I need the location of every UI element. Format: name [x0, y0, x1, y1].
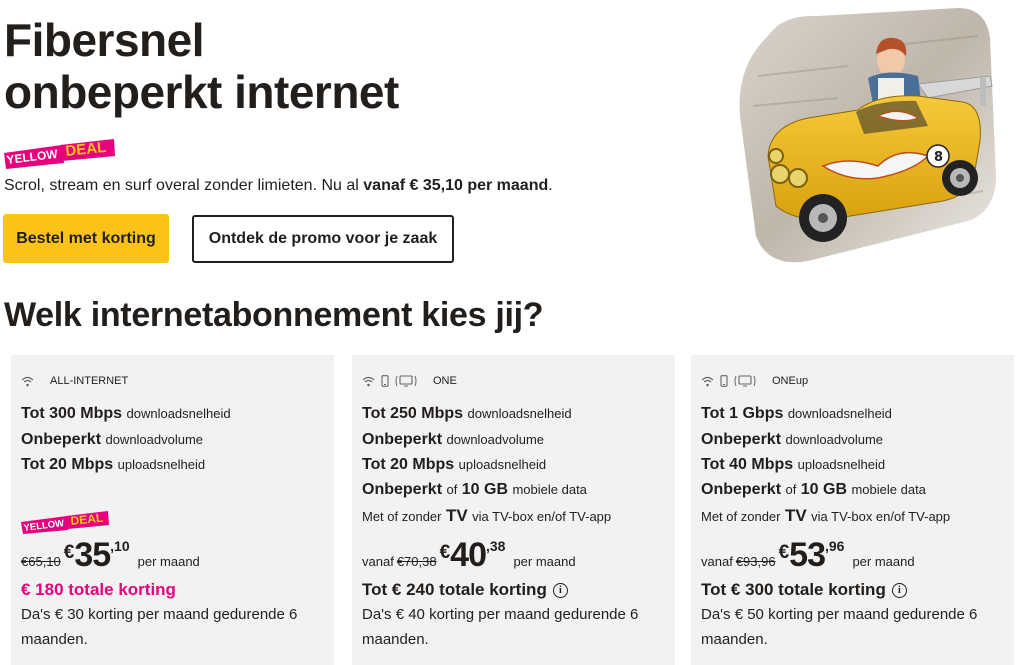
feature-label: downloadsnelheid — [126, 406, 231, 421]
feature-download-volume — [362, 431, 544, 449]
old-price: €93,96 — [735, 554, 776, 569]
feature-upload-speed — [362, 456, 546, 474]
phone-icon — [720, 375, 728, 387]
per-month: per maand — [852, 554, 915, 569]
feature-value: Onbeperkt — [701, 481, 782, 498]
yellow-deal-badge-deal: DEAL — [69, 511, 104, 528]
price — [701, 536, 915, 575]
feature-download-speed — [701, 405, 892, 423]
plan-header — [362, 375, 457, 387]
plan-card-one[interactable] — [352, 355, 675, 665]
svg-text:8: 8 — [934, 150, 944, 165]
feature-mobile-data — [362, 481, 587, 499]
tv-icon — [734, 375, 756, 387]
plan-name: ONE — [433, 375, 457, 387]
feature-value: Onbeperkt — [701, 431, 782, 448]
feature-label: uploadsnelheid — [117, 457, 206, 472]
total-discount-text: Tot € 300 totale korting — [701, 580, 886, 599]
yellow-deal-badge-deal: DEAL — [64, 139, 108, 160]
feature-value: 10 GB — [461, 481, 509, 498]
feature-value: Onbeperkt — [362, 481, 443, 498]
discount-description: Da's € 40 korting per maand gedurende 6 maanden. — [362, 606, 639, 648]
feature-label: Met of zonder — [701, 509, 781, 524]
yellow-deal-badge — [20, 511, 110, 534]
feature-label: downloadvolume — [785, 432, 884, 447]
feature-value: Tot 20 Mbps — [21, 456, 114, 473]
feature-value: Tot 1 Gbps — [701, 405, 784, 422]
price-integer: 35 — [74, 536, 111, 574]
feature-value: TV — [445, 506, 468, 525]
info-icon[interactable]: i — [892, 583, 907, 598]
feature-tv — [362, 506, 611, 526]
feature-download-volume — [701, 431, 883, 449]
wifi-icon — [701, 376, 714, 387]
hero-title-line-1: Fibersnel — [4, 14, 205, 66]
wifi-icon — [362, 376, 375, 387]
feature-label: Met of zonder — [362, 509, 442, 524]
feature-download-speed — [362, 405, 572, 423]
old-price: €70,38 — [396, 554, 437, 569]
feature-value: Onbeperkt — [21, 431, 102, 448]
total-discount — [362, 580, 568, 600]
discount-description: Da's € 50 korting per maand gedurende 6 maanden. — [701, 606, 978, 648]
plan-name: ONEup — [772, 375, 809, 387]
plan-name: ALL-INTERNET — [50, 375, 129, 387]
feature-upload-speed — [21, 456, 205, 474]
discount-description: Da's € 30 korting per maand gedurende 6 maanden. — [21, 606, 298, 648]
feature-label: downloadvolume — [446, 432, 545, 447]
per-month: per maand — [513, 554, 576, 569]
feature-value: Tot 20 Mbps — [362, 456, 455, 473]
old-price: €65,10 — [21, 554, 61, 569]
plan-card-all-internet[interactable] — [11, 355, 334, 665]
feature-label: of — [785, 482, 797, 497]
feature-label: via TV-box en/of TV-app — [811, 509, 951, 524]
feature-value: Tot 250 Mbps — [362, 405, 464, 422]
order-with-discount-button[interactable]: Bestel met korting — [3, 214, 169, 263]
plan-header — [21, 375, 128, 387]
feature-mobile-data — [701, 481, 926, 499]
price-decimals: ,10 — [110, 538, 130, 554]
feature-label: downloadsnelheid — [787, 406, 892, 421]
price-currency: € — [63, 542, 75, 563]
feature-value: Tot 300 Mbps — [21, 405, 123, 422]
hero-title-line-2: onbeperkt internet — [4, 66, 399, 118]
price-from-label: vanaf — [362, 554, 394, 569]
feature-label: downloadvolume — [105, 432, 204, 447]
section-title: Welk internetabonnement kies jij? — [4, 296, 544, 334]
feature-label: of — [446, 482, 458, 497]
yellow-deal-badge-yellow: YELLOW — [23, 518, 65, 534]
feature-value: TV — [784, 506, 807, 525]
price-currency: € — [778, 542, 790, 563]
info-icon[interactable]: i — [553, 583, 568, 598]
feature-download-speed — [21, 405, 231, 423]
business-promo-button[interactable]: Ontdek de promo voor je zaak — [192, 215, 454, 263]
price — [21, 536, 200, 575]
feature-label: uploadsnelheid — [458, 457, 547, 472]
total-discount — [21, 580, 176, 600]
phone-icon — [381, 375, 389, 387]
feature-label: mobiele data — [851, 482, 926, 497]
price-currency: € — [439, 542, 451, 563]
feature-label: mobiele data — [512, 482, 587, 497]
feature-label: uploadsnelheid — [797, 457, 886, 472]
hero-text-prefix: Scrol, stream en surf overal zonder limieten. Nu al — [4, 177, 364, 194]
per-month: per maand — [137, 554, 200, 569]
price-integer: 53 — [789, 536, 825, 574]
price — [362, 536, 576, 575]
tv-icon — [395, 375, 417, 387]
hero-title — [4, 14, 399, 118]
feature-upload-speed — [701, 456, 885, 474]
price-integer: 40 — [450, 536, 486, 574]
feature-value: Onbeperkt — [362, 431, 443, 448]
feature-value: 10 GB — [800, 481, 848, 498]
hero-text — [4, 177, 553, 195]
yellow-deal-badge — [2, 139, 116, 169]
wifi-icon — [21, 376, 34, 387]
price-from-label: vanaf — [701, 554, 733, 569]
price-decimals: ,38 — [485, 538, 506, 554]
plan-card-oneup[interactable] — [691, 355, 1014, 665]
hero-text-price: vanaf € 35,10 per maand — [363, 177, 549, 194]
feature-label: downloadsnelheid — [467, 406, 572, 421]
total-discount-text: Tot € 240 totale korting — [362, 580, 547, 599]
plan-header — [701, 375, 808, 387]
total-discount-text: € 180 totale korting — [21, 580, 176, 599]
total-discount — [701, 580, 907, 600]
yellow-deal-badge-yellow: YELLOW — [5, 146, 59, 167]
feature-download-volume — [21, 431, 203, 449]
feature-value: Tot 40 Mbps — [701, 456, 794, 473]
feature-tv — [701, 506, 950, 526]
feature-label: via TV-box en/of TV-app — [472, 509, 612, 524]
hero-image-toy-car — [728, 6, 998, 266]
hero-text-suffix: . — [548, 177, 553, 194]
price-decimals: ,96 — [824, 538, 845, 554]
